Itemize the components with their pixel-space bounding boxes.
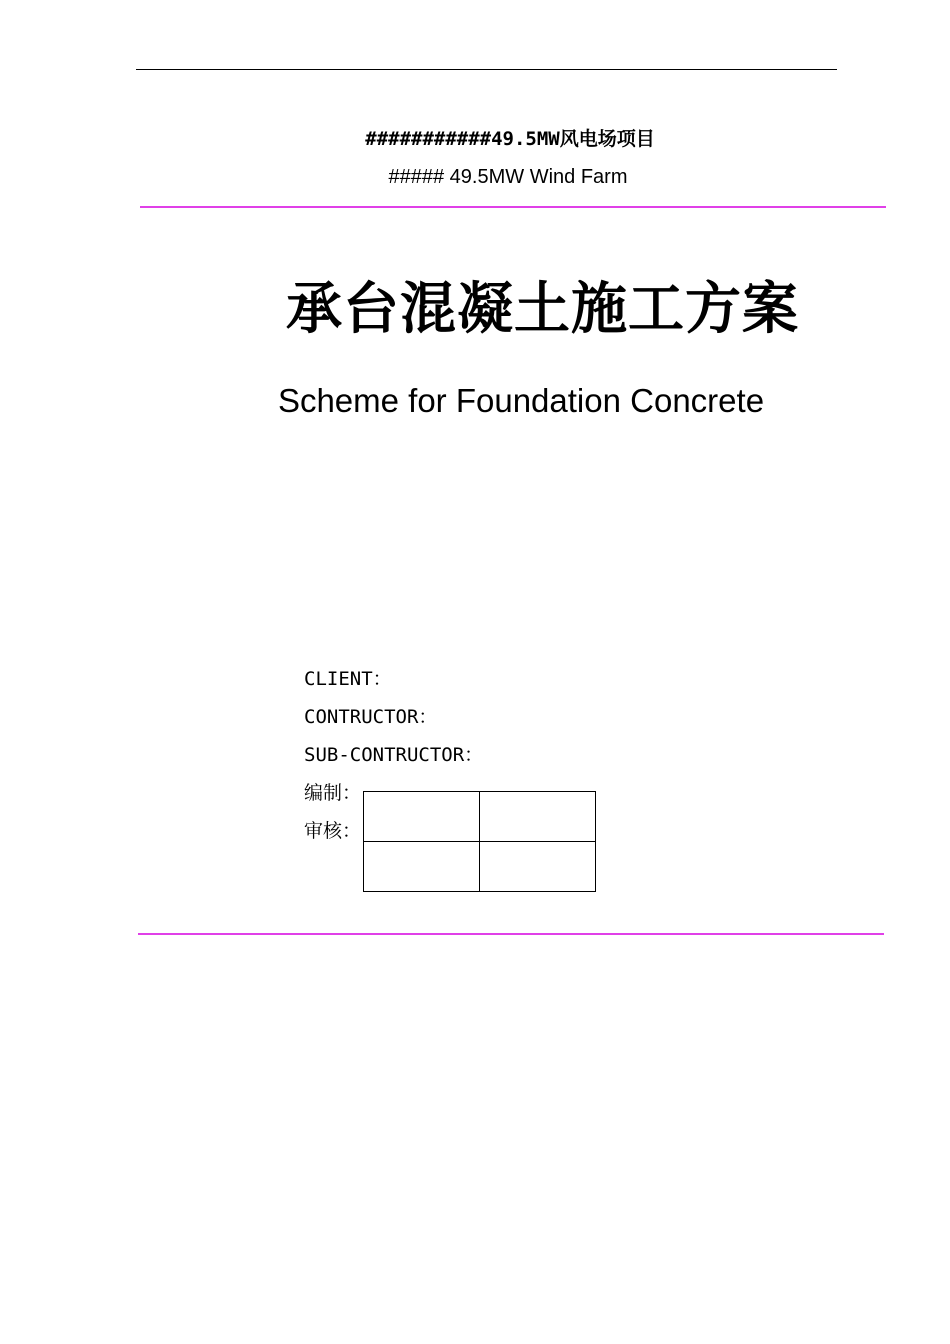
- subcontractor-label: SUB-CONTRUCTOR：: [304, 744, 484, 766]
- reviewed-by-label: 审核：: [304, 820, 362, 842]
- footer-divider: [138, 933, 884, 935]
- signature-cell: [364, 842, 480, 892]
- top-rule: [136, 69, 837, 70]
- project-name-en: ##### 49.5MW Wind Farm: [388, 166, 628, 188]
- signature-cell: [364, 792, 480, 842]
- header-divider: [140, 206, 886, 208]
- signature-cell: [480, 792, 596, 842]
- document-title-en: Scheme for Foundation Concrete: [277, 382, 765, 419]
- signature-row: [364, 792, 596, 842]
- signature-table: [363, 791, 596, 892]
- compiled-by-label: 编制：: [304, 782, 362, 804]
- document-title-cn: 承台混凝土施工方案: [286, 277, 799, 342]
- project-name-cn: ###########49.5MW风电场项目: [365, 128, 655, 150]
- contractor-label: CONTRUCTOR：: [304, 706, 438, 728]
- client-label: CLIENT：: [304, 668, 392, 690]
- signature-row: [364, 842, 596, 892]
- signature-cell: [480, 842, 596, 892]
